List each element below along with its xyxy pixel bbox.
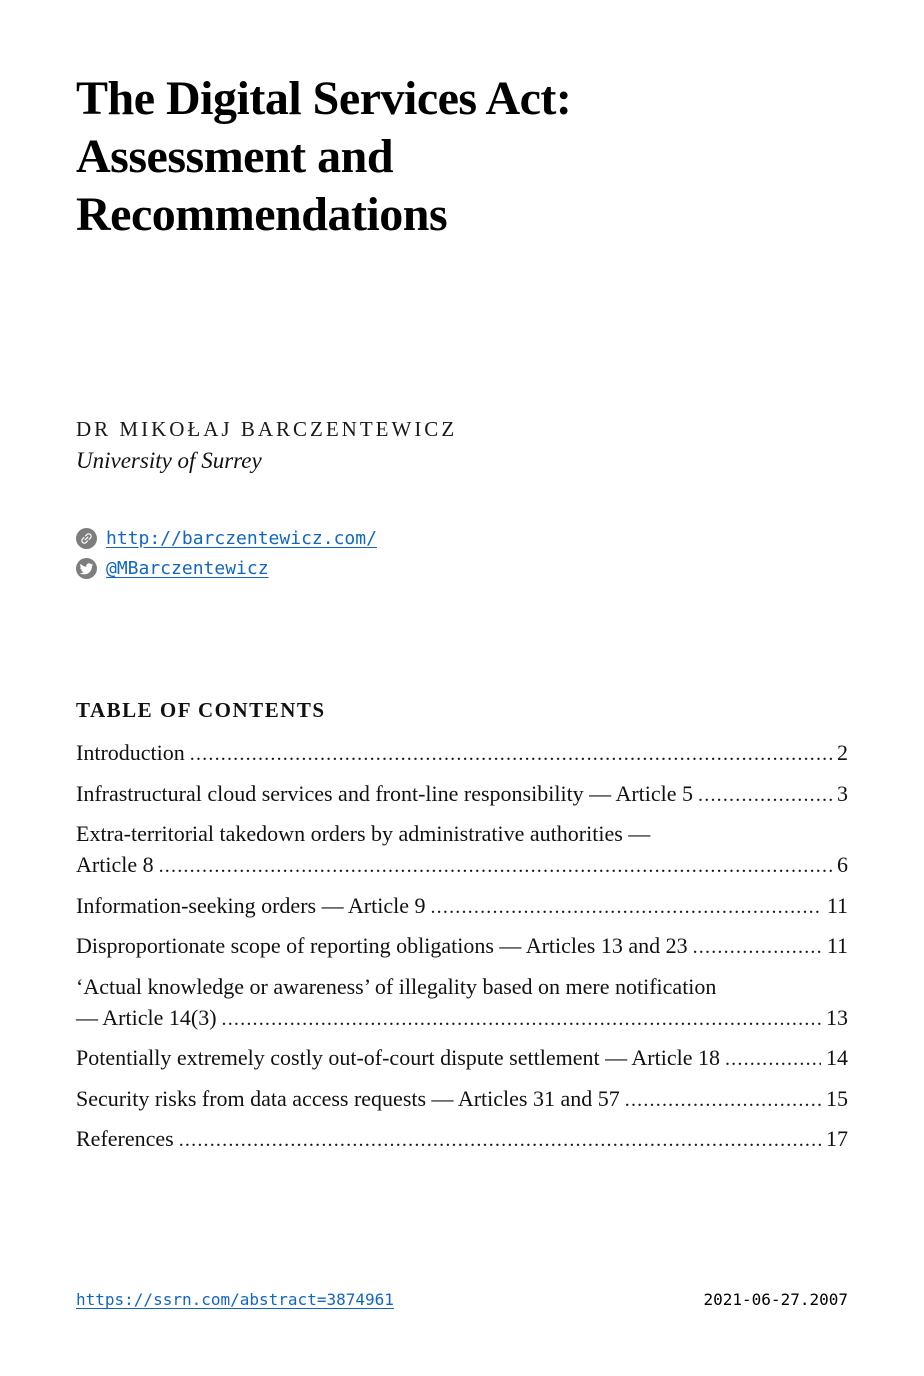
toc-entry-text: Infrastructural cloud services and front-line responsibility — Article 5: [76, 780, 694, 806]
page-title-line: Recommendations: [76, 188, 448, 241]
toc-entry-text: Potentially extremely costly out-of-court dispute settlement — Article 18: [76, 1045, 720, 1070]
toc-page-number: 3: [837, 780, 848, 806]
toc-entry[interactable]: [76, 1042, 848, 1075]
toc-page-number: 2: [837, 740, 848, 765]
toc-entry-row: [76, 1002, 848, 1035]
toc-heading: TABLE OF CONTENTS: [76, 698, 326, 722]
link-icon: [76, 528, 97, 549]
toc-entry-text: — Article 14(3): [76, 1004, 217, 1030]
toc-dot-leader: [430, 890, 821, 923]
author-twitter-link[interactable]: @MBarczentewicz: [106, 557, 269, 579]
ssrn-abstract-link[interactable]: https://ssrn.com/abstract=3874961: [76, 1290, 394, 1309]
toc-entry[interactable]: [76, 930, 848, 963]
toc-page-number: 14: [826, 1045, 848, 1070]
toc-dot-leader: [625, 1083, 821, 1116]
toc-entry[interactable]: [76, 818, 848, 882]
toc-page-number: 11: [826, 933, 848, 958]
website-link-row: [76, 523, 848, 553]
toc-page-number: 17: [826, 1126, 848, 1151]
toc-entry[interactable]: [76, 1123, 848, 1156]
toc-entry-row: [76, 737, 848, 770]
toc-entry-row: [76, 1083, 848, 1116]
toc-entry-text: Introduction: [76, 740, 185, 765]
toc-entry[interactable]: [76, 971, 848, 1035]
toc-entry[interactable]: [76, 1083, 848, 1116]
author-website-link[interactable]: http://barczentewicz.com/: [106, 527, 377, 549]
toc-page-number: 11: [826, 892, 848, 918]
twitter-link-row: [76, 553, 848, 583]
page-title: [76, 70, 848, 244]
toc-page-number: 15: [826, 1085, 848, 1111]
toc-dot-leader: [725, 1042, 821, 1075]
toc-entry[interactable]: [76, 778, 848, 811]
footer-date: 2021-06-27.2007: [703, 1290, 848, 1309]
toc-entry-text: References: [76, 1126, 174, 1151]
toc-entry-row: [76, 778, 848, 811]
toc-dot-leader: [222, 1002, 821, 1035]
toc-entry-row: [76, 890, 848, 923]
toc-entry-row: [76, 849, 848, 882]
author-name: DR MIKOŁAJ BARCZENTEWICZ: [76, 417, 458, 441]
author-links: [76, 523, 848, 583]
page-title-line: The Digital Services Act:: [76, 72, 572, 125]
twitter-icon: [76, 558, 97, 579]
toc-dot-leader: [159, 849, 832, 882]
toc-entry-text: Extra-territorial takedown orders by administrative authorities —: [76, 821, 651, 846]
toc-entry-text: Article 8: [76, 852, 154, 877]
page-title-line: Assessment and: [76, 130, 394, 183]
toc-entry-text: Information-seeking orders — Article 9: [76, 892, 426, 918]
page-footer: [76, 1290, 848, 1309]
toc-list: [76, 737, 848, 1156]
toc-dot-leader: [698, 778, 832, 811]
toc-dot-leader: [693, 930, 822, 963]
toc-entry-row: [76, 930, 848, 963]
toc-entry-text: Security risks from data access requests — Articles 31 and 57: [76, 1085, 620, 1111]
toc-page-number: 6: [837, 852, 848, 877]
toc-entry[interactable]: [76, 737, 848, 770]
toc-page-number: 13: [826, 1004, 848, 1030]
toc-entry-text: Disproportionate scope of reporting obligations — Articles 13 and 23: [76, 933, 688, 958]
toc-entry[interactable]: [76, 890, 848, 923]
document-page: [0, 70, 924, 1376]
toc-dot-leader: [179, 1123, 821, 1156]
toc-entry-row: [76, 1123, 848, 1156]
toc-entry-row: [76, 1042, 848, 1075]
toc-dot-leader: [190, 737, 832, 770]
author-affiliation: University of Surrey: [76, 448, 262, 473]
toc-entry-text: ‘Actual knowledge or awareness’ of illegality based on mere notification: [76, 973, 717, 999]
